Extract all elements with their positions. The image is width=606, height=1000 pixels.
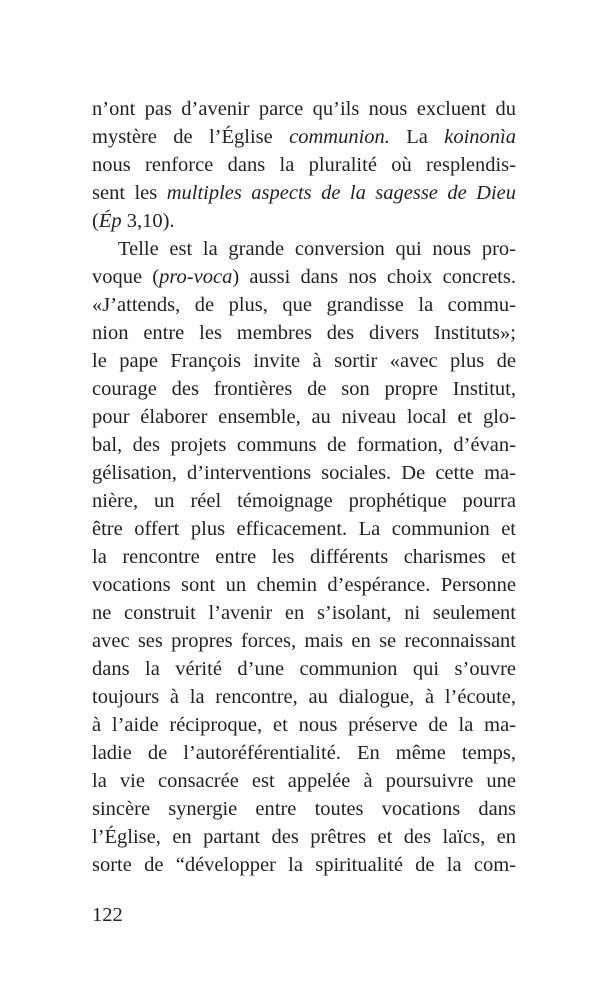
text-line: ladie de l’autoréférentialité. En même temps, <box>92 742 516 764</box>
text-line: mystère de l’Église communion. La koinonìa <box>92 126 516 148</box>
text-line: la vie consacrée est appelée à poursuivre une <box>92 770 516 792</box>
paragraph-first-line: Telle est la grande conversion qui nous pro- <box>118 238 516 260</box>
text-line: le pape François invite à sortir «avec plus de <box>92 350 516 372</box>
page-number: 122 <box>92 904 123 926</box>
text-line: toujours à la rencontre, au dialogue, à l’écoute, <box>92 686 516 708</box>
text-line: l’Église, en partant des prêtres et des laïcs, en <box>92 826 516 848</box>
text-line: pour élaborer ensemble, au niveau local et glo- <box>92 406 516 428</box>
text-line: sent les multiples aspects de la sagesse de Dieu <box>92 182 516 204</box>
text-line: à l’aide réciproque, et nous préserve de la ma- <box>92 714 516 736</box>
text-line: nion entre les membres des divers Instituts»; <box>92 322 516 344</box>
text-line: nous renforce dans la pluralité où resplendis- <box>92 154 516 176</box>
text-line: la rencontre entre les différents charismes et <box>92 546 516 568</box>
text-line: courage des frontières de son propre Institut, <box>92 378 516 400</box>
text-line: sorte de “développer la spiritualité de la com- <box>92 854 516 876</box>
text-line: ne construit l’avenir en s’isolant, ni seulement <box>92 602 516 624</box>
text-line: (Ép 3,10). <box>92 210 175 232</box>
text-line: nière, un réel témoignage prophétique pourra <box>92 490 516 512</box>
text-line: vocations sont un chemin d’espérance. Personne <box>92 574 516 596</box>
text-line: n’ont pas d’avenir parce qu’ils nous excluent du <box>92 98 516 120</box>
page-body <box>92 96 516 976</box>
text-line: voque (pro-voca) aussi dans nos choix concrets. <box>92 266 516 288</box>
text-line: avec ses propres forces, mais en se reconnaissant <box>92 630 516 652</box>
text-line: être offert plus efficacement. La communion et <box>92 518 516 540</box>
text-line: dans la vérité d’une communion qui s’ouvre <box>92 658 516 680</box>
text-line: gélisation, d’interventions sociales. De cette ma- <box>92 462 516 484</box>
text-line: sincère synergie entre toutes vocations dans <box>92 798 516 820</box>
text-line: «J’attends, de plus, que grandisse la commu- <box>92 294 516 316</box>
text-line: bal, des projets communs de formation, d’évan- <box>92 434 516 456</box>
